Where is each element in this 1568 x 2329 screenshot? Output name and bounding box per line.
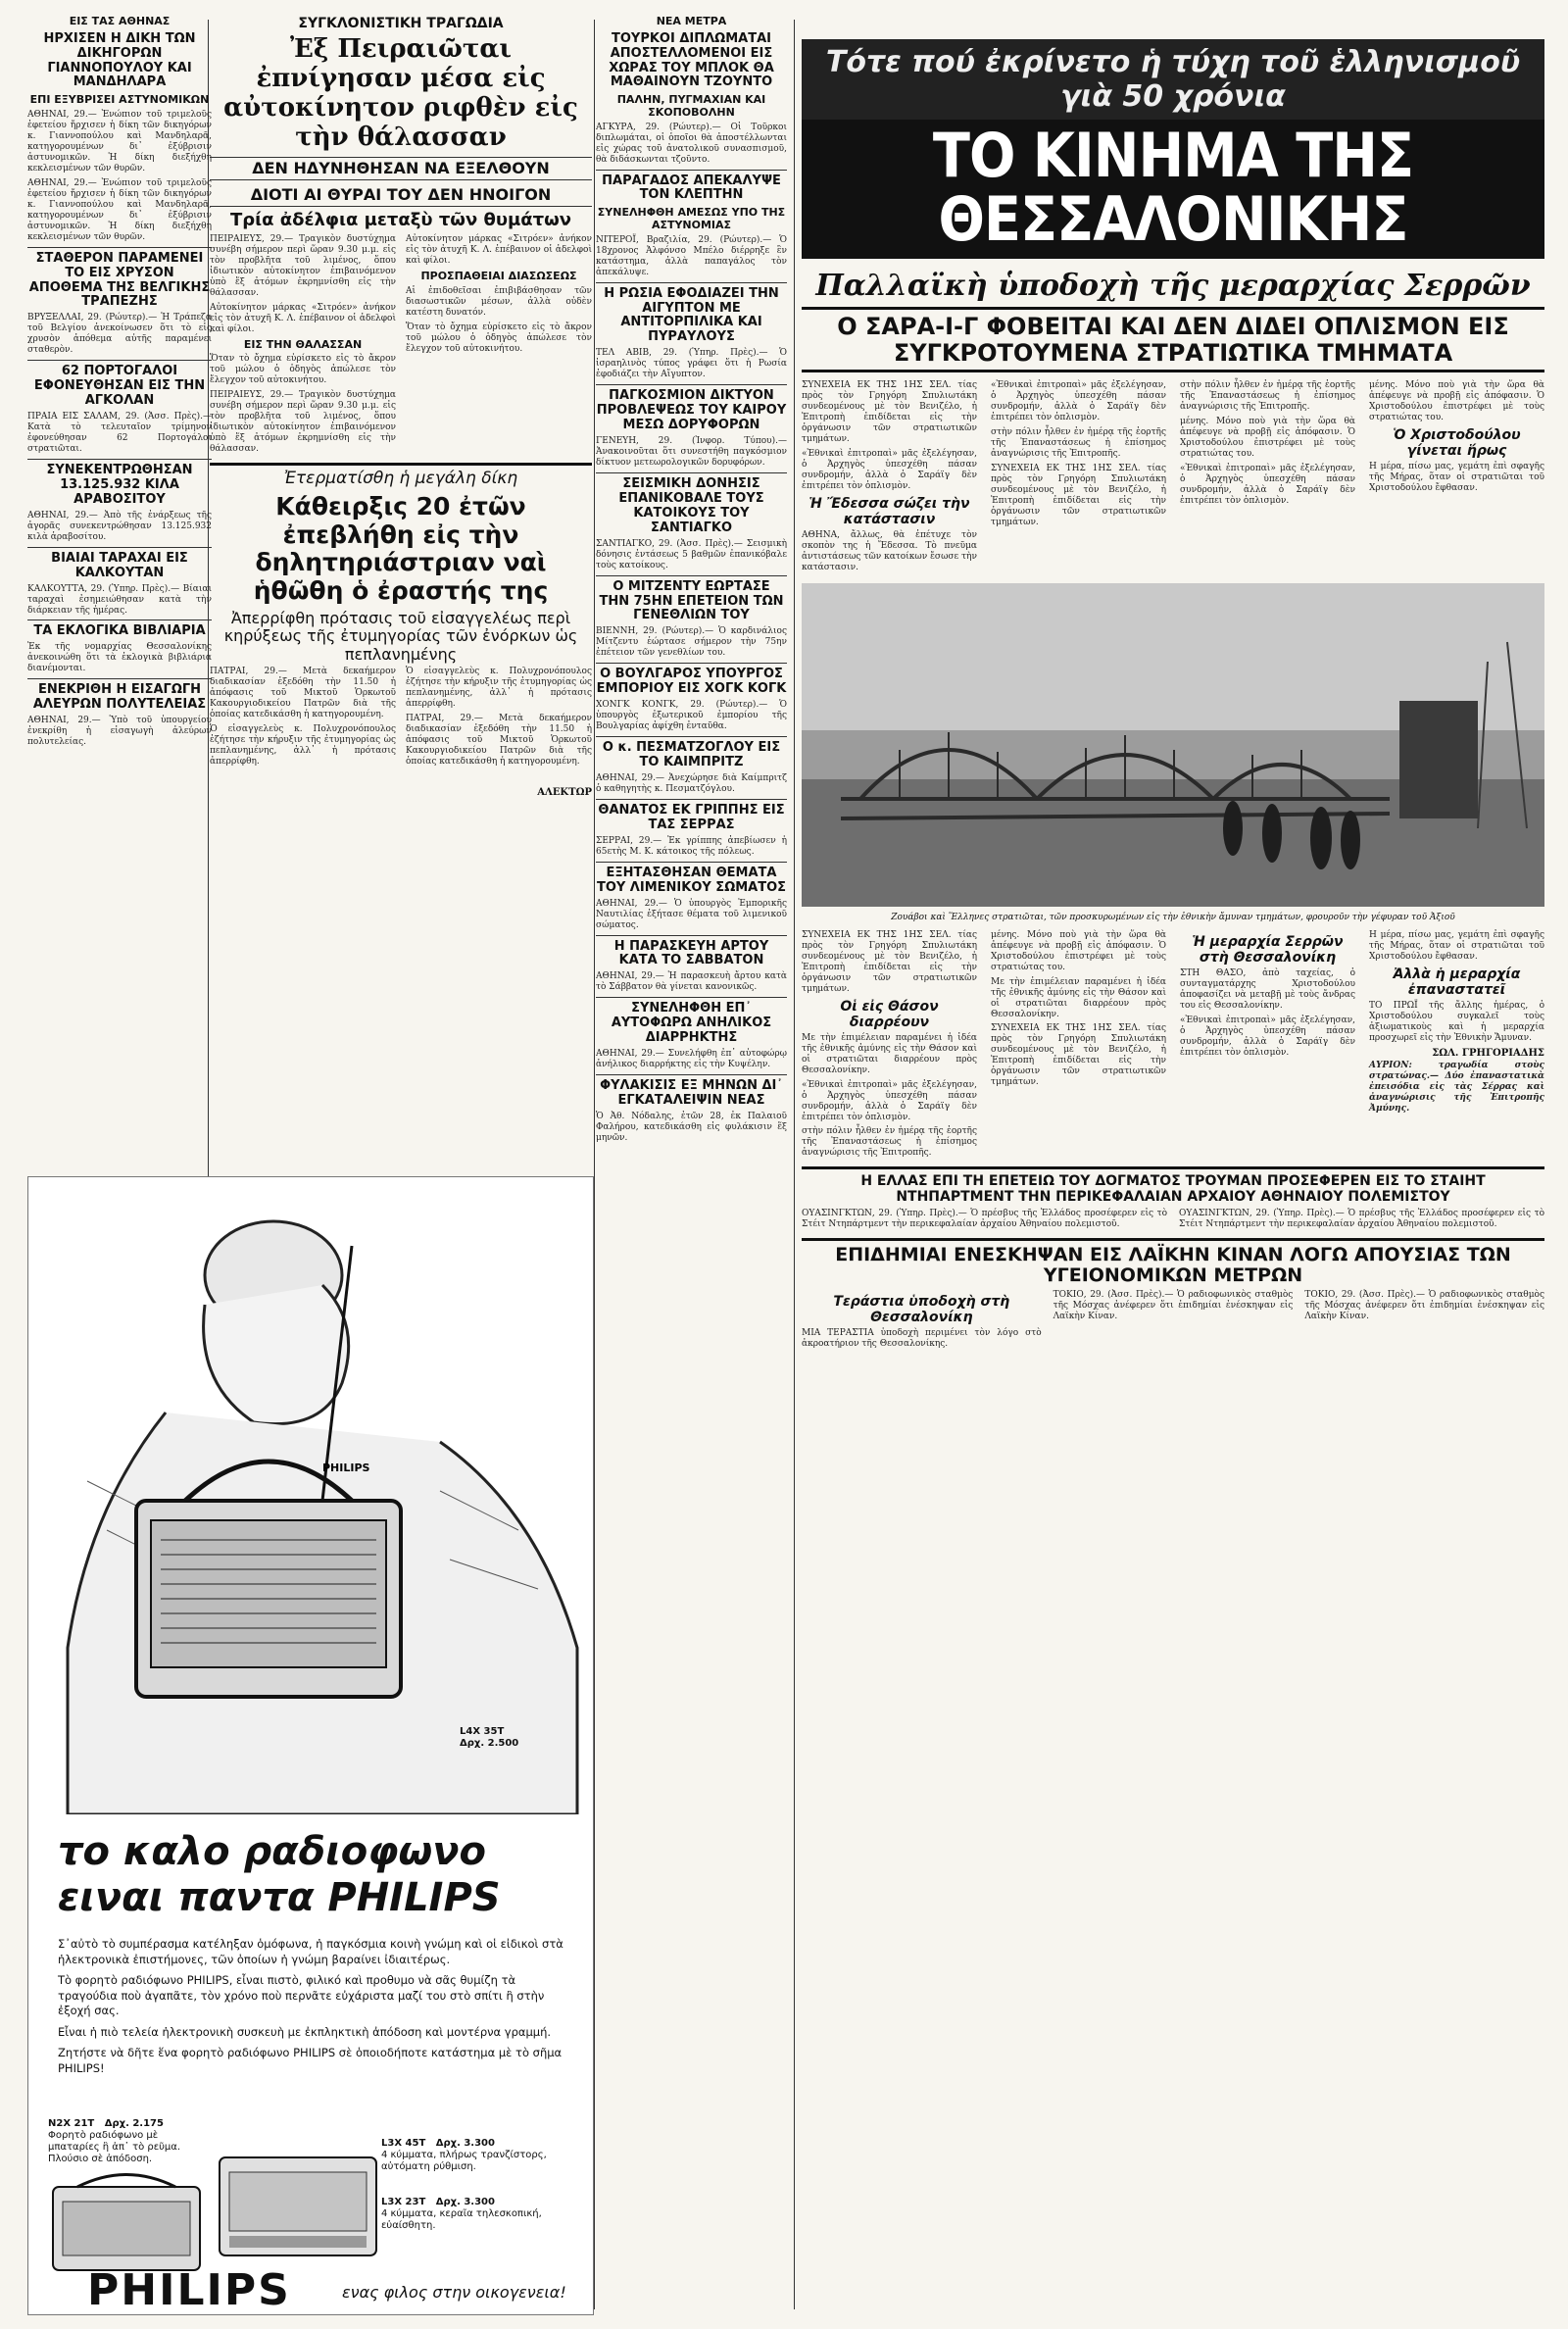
divider (210, 463, 592, 466)
section-label: ΕΙΣ ΤΑΣ ΑΘΗΝΑΣ (69, 15, 171, 27)
article-text: ΑΘΗΝΑΙ, 29.— Συνελήφθη ἐπ᾽ αὐτοφώρῳ ἀνήλικος διαρρήκτης εἰς τὴν Κυψέλην. (596, 1049, 787, 1070)
subhead: Ἡ μεραρχία Σερρῶν στὴ Θεσσαλονίκη (1192, 933, 1344, 966)
model-name: L4X 35T (460, 1726, 505, 1737)
column-1 (27, 12, 212, 1173)
article-text: ΣΥΝΕΧΕΙΑ ΕΚ ΤΗΣ 1ΗΣ ΣΕΛ. τίας πρὸς τὸν Γρηγόρη Σπυλιωτάκη συνδεομένους μὲ τὸν Βενιζέλο, ἡ Ἐπιτροπὴ ἐπιδίδεται εἰς τὴν ὀργάνωσιν τῶν στρατιωτικῶν τμημάτων. (991, 1023, 1166, 1088)
headline: ΠΑΓΚΟΣΜΙΟΝ ΔΙΚΤΥΟΝ ΠΡΟΒΛΕΨΕΩΣ ΤΟΥ ΚΑΙΡΟΥ ΜΕΣΩ ΔΟΡΥΦΟΡΩΝ (596, 388, 787, 433)
bridge-photo-illustration (802, 583, 1544, 907)
headline-main: Κάθειρξις 20 ἐτῶν ἐπεβλήθη εἰς τὴν δηλητηριάστριαν ναὶ ἡθῶθη ὁ ἐραστής της (253, 491, 549, 605)
article-text: ΓΕΝΕΥΗ, 29. (Ἰνφορ. Τύπου).— Ἀνακοινοῦται ὅτι συνεστήθη παγκόσμιον δίκτυον μετεωρολογικῶν δορυφόρων. (596, 436, 787, 468)
deck: ΔΕΝ ΗΔΥΝΗΘΗΣΑΝ ΝΑ ΕΞΕΛΘΟΥΝ (210, 157, 592, 180)
ad-tagline: ενας φιλος στην οικογενεια! (342, 2283, 566, 2302)
article-text: ΑΘΗΝΑΙ, 29.— Ἀπὸ τῆς ἐνάρξεως τῆς ἀγορᾶς συνεκεντρώθησαν 13.125.932 κιλὰ ἀραβοσίτου. (27, 510, 212, 542)
feature-title-banner: ΤΟ ΚΙΝΗΜΑ ΤΗΣ ΘΕΣΣΑΛΟΝΙΚΗΣ (802, 120, 1544, 259)
philips-logo: PHILIPS (87, 2265, 291, 2315)
divider (596, 282, 787, 283)
article-text: ΣΕΡΡΑΙ, 29.— Ἐκ γρίππης ἀπεβίωσεν ἡ 65ετὴς Μ. Κ. κάτοικος τῆς πόλεως. (596, 835, 787, 857)
deck: ΔΙΟΤΙ ΑΙ ΘΥΡΑΙ ΤΟΥ ΔΕΝ ΗΝΟΙΓΟΝ (210, 184, 592, 207)
article-text: μένης. Μόνο ποὺ γιὰ τὴν ὥρα θὰ ἀπέφευγε νὰ προβῇ εἰς ἀπόφασιν. Ὁ Χριστοδούλου ἐπιστρέφει μὲ τοὺς στρατιώτας του. (1369, 379, 1544, 422)
divider (27, 459, 212, 460)
ad-paragraph: Τὸ φορητὸ ραδιόφωνο PHILIPS, εἶναι πιστὸ, φιλικό καὶ προθυμο νὰ σᾶς θυμίζη τὰ τραγούδια ποὺ ἀγαπᾶτε, τὸν χρόνο ποὺ περνᾶτε εὐχάριστα μαζί του στὸ σπίτι ἢ στὴν ἐξοχή σας. (58, 1973, 545, 2018)
headline: ΤΑ ΕΚΛΟΓΙΚΑ ΒΙΒΛΙΑΡΙΑ (33, 623, 206, 639)
model-price: Δρχ. 2.175 (104, 2118, 164, 2129)
article-text: ΤΟΚΙΟ, 29. (Ἀσσ. Πρὲς).— Ὁ ραδιοφωνικὸς σταθμὸς τῆς Μόσχας ἀνέφερεν ὅτι ἐπιδημίαι ἐνέσκηψαν εἰς Λαϊκὴν Κίναν. (1053, 1290, 1294, 1322)
subheadline: ΠΑΛΗΝ, ΠΥΓΜΑΧΙΑΝ ΚΑΙ ΣΚΟΠΟΒΟΛΗΝ (616, 93, 766, 120)
headline: ΣΥΝΕΚΕΝΤΡΩΘΗΣΑΝ 13.125.932 ΚΙΛΑ ΑΡΑΒΟΣΙΤΟΥ (46, 462, 193, 507)
model-l3x45t (381, 2138, 577, 2173)
article-text: ΤΟΚΙΟ, 29. (Ἀσσ. Πρὲς).— Ὁ ραδιοφωνικὸς σταθμὸς τῆς Μόσχας ἀνέφερεν ὅτι ἐπιδημίαι ἐνέσκηψαν εἰς Λαϊκὴν Κίναν. (1304, 1290, 1544, 1322)
article-columns (210, 234, 592, 459)
divider (802, 1166, 1544, 1169)
kicker: ΝΕΑ ΜΕΤΡΑ (656, 15, 727, 27)
article-text: «Ἐθνικαὶ ἐπιτροπαὶ» μᾶς ἐξελέγησαν, ὁ Ἀρχηγὸς ὑπεσχέθη πάσαν συνδρομήν, ἀλλὰ ὁ Σαράϊγ δὲν ἐπιτρέπει τὸν ὁπλισμὸν. (991, 379, 1166, 422)
divider (596, 663, 787, 664)
headline: ΗΡΧΙΣΕΝ Η ΔΙΚΗ ΤΩΝ ΔΙΚΗΓΟΡΩΝ ΓΙΑΝΝΟΠΟΥΛΟΥ ΚΑΙ ΜΑΝΔΗΛΑΡΑ (43, 30, 196, 90)
ad-paragraph: Εἶναι ἡ πιὸ τελεία ἠλεκτρονικὴ συσκευὴ με ἐκπληκτικὴ ἀπόδοση καὶ μοντέρνα γραμμή. (58, 2024, 552, 2039)
article-text: ΠΑΤΡΑΙ, 29.— Μετὰ δεκαήμερον διαδικασίαν ἐξεδόθη τὴν 11.50 ἡ ἀπόφασις τοῦ Μικτοῦ Ὁρκωτοῦ Κακουργιοδικείου Πατρῶν διὰ τῆς ὁποίας κατεδικάσθη ἡ κατηγορουμένη. (210, 666, 396, 719)
column-rule (794, 20, 795, 2309)
divider (596, 799, 787, 800)
column-4-feature (802, 12, 1544, 2317)
article-text: ΠΑΤΡΑΙ, 29.— Μετὰ δεκαήμερον διαδικασίαν ἐξεδόθη τὴν 11.50 ἡ ἀπόφασις τοῦ Μικτοῦ Ὁρκωτοῦ Κακουργιοδικείου Πατρῶν διὰ τῆς ὁποίας κατεδικάσθη ἡ κατηγορουμένη. (406, 713, 592, 767)
article-text: ΠΡΑΙΑ ΕΙΣ ΣΑΛΑΜ, 29. (Ἀσσ. Πρὲς).— Κατὰ τὸ τελευταῖον τρίμηνον ἐφονεύθησαν 62 Πορτογάλοι στρατιῶται. (27, 412, 212, 454)
article-text: ΤΕΛ ΑΒΙΒ, 29. (Ὑπηρ. Πρὲς).— Ὁ ἰσραηλινὸς τύπος γράφει ὅτι ἡ Ρωσία ἐφοδιάζει τὴν Αἴγυπτον. (596, 348, 787, 380)
article-text: ΚΑΛΚΟΥΤΤΑ, 29. (Ὑπηρ. Πρὲς).— Βίαιαι ταραχαὶ ἐσημειώθησαν κατὰ τὴν διάρκειαν τῆς ἡμέρας. (27, 583, 212, 616)
column-2 (210, 12, 592, 1173)
subhead: ΠΡΟΣΠΑΘΕΙΑΙ ΔΙΑΣΩΣΕΩΣ (420, 270, 577, 283)
article-text: ΑΘΗΝΑΙ, 29.— Ἀνεχώρησε διὰ Καίμπριτζ ὁ καθηγητὴς κ. Πεσματζόγλου. (596, 772, 787, 794)
article-text: Η μέρα, πίσω μας, γεμάτη ἐπὶ σφαγῆς τῆς Μήρας, ὅταν οἱ στρατιῶται τοῦ Χριστοδούλου ἔφθασαν. (1369, 462, 1544, 493)
article-text: ΑΘΗΝΑΙ, 29.— Ὁ ὑπουργὸς Ἐμπορικῆς Ναυτιλίας ἐξήτασε θέματα τοῦ λιμενικοῦ σώματος. (596, 898, 787, 930)
divider (596, 575, 787, 576)
feature-columns-mid (802, 930, 1544, 1164)
divider (27, 547, 212, 548)
ad-body (58, 1937, 567, 2082)
ad-slogan-line-2: ειναι παντα PHILIPS (58, 1875, 501, 1920)
article-text: ΣΥΝΕΧΕΙΑ ΕΚ ΤΗΣ 1ΗΣ ΣΕΛ. τίας πρὸς τὸν Γρηγόρη Σπυλιωτάκη συνδεομένους μὲ τὸν Βενιζέλο, ἡ Ἐπιτροπὴ ἐπιδίδεται εἰς τὴν ὀργάνωσιν τῶν στρατιωτικῶν τμημάτων. (802, 929, 977, 994)
column-rule (594, 20, 595, 2309)
article-text: ΠΕΙΡΑΙΕΥΣ, 29.— Τραγικὸν δυστύχημα συνέβη σήμερον περὶ ὥραν 9.30 μ.μ. εἰς τὸν προβλῆτα τοῦ λιμένος, ὅπου ἰδιωτικὸν αὐτοκίνητον ἐπιβαινόμενον ὑπὸ ἕξ ἀτόμων ἐκρημνίσθη εἰς τὴν θάλασσαν. (210, 390, 396, 455)
headline: Ο ΜΙΤΖΕΝΤΥ ΕΩΡΤΑΣΕ ΤΗΝ 75ΗΝ ΕΠΕΤΕΙΟΝ ΤΩΝ ΓΕΝΕΘΛΙΩΝ ΤΟΥ (599, 578, 784, 623)
article-text: ΜΙΑ ΤΕΡΑΣΤΙΑ ὑποδοχὴ περιμένει τὸν λόγο στὸ ἀκροατήριον τῆς Θεσσαλονίκης. (802, 1328, 1042, 1350)
model-price: Δρχ. 3.300 (435, 2197, 495, 2207)
headline-main: Ἐξ Πειραιῶται ἐπνίγησαν μέσα εἰς αὐτοκίνητον ριφθὲν εἰς τὴν θάλασσαν (223, 34, 578, 152)
model-description: 4 κύμματα, πλήρως τρανζίστορς, αὐτόματη ρύθμιση. (381, 2150, 547, 2172)
deck: Τρία ἀδέλφια μεταξὺ τῶν θυμάτων (229, 210, 572, 231)
divider (596, 170, 787, 171)
divider (596, 736, 787, 737)
divider (596, 384, 787, 385)
article-text: ΣΥΝΕΧΕΙΑ ΕΚ ΤΗΣ 1ΗΣ ΣΕΛ. τίας πρὸς τὸν Γρηγόρη Σπυλιωτάκη συνδεομένους μὲ τὸν Βενιζέλο, ἡ Ἐπιτροπὴ ἐπιδίδεται εἰς τὴν ὀργάνωσιν τῶν στρατιωτικῶν τμημάτων. (991, 463, 1166, 527)
article-columns (802, 1290, 1544, 1354)
divider (802, 307, 1544, 310)
article-text: «Ἐθνικαὶ ἐπιτροπαὶ» μᾶς ἐξελέγησαν, ὁ Ἀρχηγὸς ὑπεσχέθη πάσαν συνδρομήν, ἀλλὰ ὁ Σαράϊγ δὲν ἐπιτρέπει τὸν ὁπλισμὸν. (1180, 1015, 1355, 1058)
subheadline: ΣΥΝΕΛΗΦΘΗ ΑΜΕΣΩΣ ΥΠΟ ΤΗΣ ΑΣΤΥΝΟΜΙΑΣ (597, 206, 786, 232)
model-description: 4 κύμματα, κεραῖα τηλεσκοπική, εὐαίσθητη. (381, 2208, 542, 2231)
article-text: ΤΟ ΠΡΩΪ τῆς ἄλλης ἡμέρας, ὁ Χριστοδούλου συγκαλεῖ τοὺς ἀξιωματικοὺς καὶ ἡ μεραρχία προσχωρεῖ εἰς τὴν Ἐθνικὴν Ἄμυναν. (1369, 1000, 1544, 1043)
article-text: ΣΑΝΤΙΑΓΚΟ, 29. (Ἀσσ. Πρὲς).— Σεισμικὴ δόνησις ἐντάσεως 5 βαθμῶν ἐπανικόβαλε τοὺς κατοίκους. (596, 538, 787, 570)
article-text: στὴν πόλιν ἦλθεν ἐν ἡμέρᾳ τῆς ἑορτῆς τῆς Ἐπαναστάσεως ἡ ἐπίσημος ἀναγνώρισις τῆς Ἐπιτροπῆς. (991, 426, 1166, 459)
model-l4x35t (460, 1726, 518, 1750)
subhead: Ἡ Ἔδεσσα σώζει τὴν κατάστασιν (808, 495, 970, 527)
article-columns (802, 1209, 1544, 1234)
divider (27, 619, 212, 620)
article-text: Αὐτοκίνητον μάρκας «Σιτρόεν» ἀνήκον εἰς τὸν ἀτυχῆ Κ. Λ. ἐπέβαινον οἱ ἀδελφοὶ καὶ φίλοι. (210, 302, 396, 334)
divider (596, 862, 787, 863)
article-text: ΣΤΗ ΘΑΣΟ, ἀπὸ ταχείας, ὁ συνταγματάρχης Χριστοδούλου ἀποφασίζει νὰ μεταβῇ μὲ τοὺς ἄνδρας του εἰς Θεσσαλονίκην. (1180, 967, 1355, 1011)
divider (596, 472, 787, 473)
article-text: Με τὴν ἐπιμέλειαν παραμένει ἡ ἰδέα τῆς ἐθνικῆς ἀμύνης εἰς τὴν Θάσον καὶ οἱ στρατιῶται διαρρέουν πρὸς Θεσσαλονίκην. (991, 976, 1166, 1019)
headline: ΤΟΥΡΚΟΙ ΔΙΠΛΩΜΑΤΑΙ ΑΠΟΣΤΕΛΛΟΜΕΝΟΙ ΕΙΣ ΧΩΡΑΣ ΤΟΥ ΜΠΛΟΚ ΘΑ ΜΑΘΑΙΝΟΥΝ ΤΖΟΥΝΤΟ (609, 30, 774, 90)
divider (27, 247, 212, 248)
subhead: Τεράστια ὑποδοχὴ στὴ Θεσσαλονίκη (833, 1294, 1010, 1326)
model-name: L3X 23T (381, 2197, 426, 2207)
article-text: ΠΕΙΡΑΙΕΥΣ, 29.— Τραγικὸν δυστύχημα συνέβη σήμερον περὶ ὥραν 9.30 μ.μ. εἰς τὸν προβλῆτα τοῦ λιμένος, ὅπου ἰδιωτικὸν αὐτοκίνητον ἐπιβαινόμενον ὑπὸ ἕξ ἀτόμων ἐκρημνίσθη εἰς τὴν θάλασσαν. (210, 234, 396, 298)
article-text: Ὅταν τὸ ὄχημα εὑρίσκετο εἰς τὸ ἄκρον τοῦ μώλου ὁ ὁδηγὸς ἀπώλεσε τὸν ἔλεγχον τοῦ αὐτοκινήτου. (406, 322, 592, 354)
article-text: ΑΘΗΝΑ, ἄλλως, θὰ ἐπέτυχε τὸν σκοπὸν της ἡ Ἔδεσσα. Τὸ πνεῦμα ἀντιστάσεως τῶν κατοίκων ἔσωσε τὴν κατάστασιν. (802, 529, 977, 572)
kicker: Ἐτερματίσθη ἡ μεγάλη δίκη (283, 469, 518, 489)
headline: ΘΑΝΑΤΟΣ ΕΚ ΓΡΙΠΠΗΣ ΕΙΣ ΤΑΣ ΣΕΡΡΑΣ (598, 802, 785, 832)
bridge-photo (802, 583, 1544, 907)
article-text: ΑΓΚΥΡΑ, 29. (Ρώυτερ).— Οἱ Τοῦρκοι διπλωμάται, οἱ ὁποῖοι θὰ ἀποστέλλωνται εἰς χώρας τοῦ ἀνατολικοῦ συνασπισμοῦ, θὰ διδάσκωνται τζοῦντο. (596, 122, 787, 165)
model-name: L3X 45T (381, 2138, 426, 2149)
article-text: Ὁ εἰσαγγελεὺς κ. Πολυχρονόπουλος ἐζήτησε τὴν κήρυξιν τῆς ἐτυμηγορίας ὡς πεπλανημένης, ἀλλ᾽ ἡ πρότασις ἀπερρίφθη. (406, 666, 592, 709)
model-description: Φορητὸ ραδιόφωνο μὲ μπαταρίες ἢ ἀπ᾽ τὸ ρεῦμα. Πλούσιο σὲ ἀπόδοση. (48, 2130, 181, 2164)
article-text: ΝΙΤΕΡΟΪ, Βραζιλία, 29. (Ρώυτερ).— Ὁ 18χρονος Ἀλφόνσο Μπέλο διέρρηξε ἓν κατάστημα, ἀλλὰ παπαγάλος τὸν ἀπεκάλυψε. (596, 234, 787, 277)
article-text: ΟΥΑΣΙΝΓΚΤΩΝ, 29. (Ὑπηρ. Πρὲς).— Ὁ πρέσβυς τῆς Ἑλλάδος προσέφερεν εἰς τὸ Στέιτ Ντηπάρτμεντ τὴν περικεφαλαίαν ἀρχαίου Ἀθηναίου πολεμιστοῦ. (1179, 1208, 1544, 1229)
article-text: Με τὴν ἐπιμέλειαν παραμένει ἡ ἰδέα τῆς ἐθνικῆς ἀμύνης εἰς τὴν Θάσον καὶ οἱ στρατιῶται διαρρέουν πρὸς Θεσσαλονίκην. (802, 1032, 977, 1075)
kicker: ΣΥΓΚΛΟΝΙΣΤΙΚΗ ΤΡΑΓΩΔΙΑ (298, 16, 504, 31)
deck: Ἀπερρίφθη πρότασις τοῦ εἰσαγγελέως περὶ κηρύξεως τῆς ἐτυμηγορίας τῶν ἐνόρκων ὡς πεπλανημένης (223, 608, 578, 664)
headline: ΣΕΙΣΜΙΚΗ ΔΟΝΗΣΙΣ ΕΠΑΝΙΚΟΒΑΛΕ ΤΟΥΣ ΚΑΤΟΙΚΟΥΣ ΤΟΥ ΣΑΝΤΙΑΓΚΟ (618, 475, 764, 535)
article-text: ΑΘΗΝΑΙ, 29.— Ἡ παρασκευὴ ἄρτου κατὰ τὸ Σάββατον θὰ γίνεται κανονικῶς. (596, 971, 787, 993)
subheadline: ΕΠΙ ΕΞΥΒΡΙΣΕΙ ΑΣΤΥΝΟΜΙΚΩΝ (29, 93, 210, 107)
subhead: Οἱ εἰς Θάσον διαρρέουν (840, 998, 939, 1030)
model-n2x21t (48, 2118, 185, 2165)
article-text: Ὅταν τὸ ὄχημα εὑρίσκετο εἰς τὸ ἄκρον τοῦ μώλου ὁ ὁδηγὸς ἀπώλεσε τὸν ἔλεγχον τοῦ αὐτοκινήτου. (210, 354, 396, 386)
divider (596, 997, 787, 998)
headline: ΕΠΙΔΗΜΙΑΙ ΕΝΕΣΚΗΨΑΝ ΕΙΣ ΛΑΪΚΗΝ ΚΙΝΑΝ ΛΟΓΩ ΑΠΟΥΣΙΑΣ ΤΩΝ ΥΓΕΙΟΝΟΜΙΚΩΝ ΜΕΤΡΩΝ (835, 1243, 1511, 1287)
subhead: Ὁ Χριστοδούλου γίνεται ἥρως (1393, 426, 1521, 459)
article-text: Αἱ ἐπιδοθεῖσαι ἐπιβιβάσθησαν τῶν διασωστικῶν μέσων, ἀλλὰ οὐδὲν κατέστη δυνατόν. (406, 285, 592, 318)
man-with-radio-illustration (28, 1187, 593, 1814)
ad-paragraph: Σ᾽αὐτὸ τὸ συμπέρασμα κατέληξαν ὁμόφωνα, ἡ παγκόσμια κοινὴ γνώμη καὶ οἱ εἰδικοὶ στὰ ἠλεκτρονικὰ ἐπιστήμονες, τῶν ὁποίων ἡ γνώμη βαραίνει ἰδιαιτέρως. (58, 1937, 564, 1966)
philips-advertisement (27, 1176, 594, 2315)
headline: Η ΕΛΛΑΣ ΕΠΙ ΤΗ ΕΠΕΤΕΙΩ ΤΟΥ ΔΟΓΜΑΤΟΣ ΤΡΟΥΜΑΝ ΠΡΟΣΕΦΕΡΕΝ ΕΙΣ ΤΟ ΣΤΑΙΗΤ ΝΤΗΠΑΡΤΜΕΝΤ ΤΗΝ ΠΕΡΙΚΕΦΑΛΑΙΑΝ ΑΡΧΑΙΟΥ ΑΘΗΝΑΙΟΥ ΠΟΛΕΜΙΣΤΟΥ (860, 1173, 1486, 1206)
article-text: ΟΥΑΣΙΝΓΚΤΩΝ, 29. (Ὑπηρ. Πρὲς).— Ὁ πρέσβυς τῆς Ἑλλάδος προσέφερεν εἰς τὸ Στέιτ Ντηπάρτμεντ τὴν περικεφαλαίαν ἀρχαίου Ἀθηναίου πολεμιστοῦ. (802, 1208, 1167, 1229)
article-text: «Ἐθνικαὶ ἐπιτροπαὶ» μᾶς ἐξελέγησαν, ὁ Ἀρχηγὸς ὑπεσχέθη πάσαν συνδρομήν, ἀλλὰ ὁ Σαράϊγ δὲν ἐπιτρέπει τὸν ὁπλισμὸν. (802, 1079, 977, 1122)
article-text: στὴν πόλιν ἦλθεν ἐν ἡμέρᾳ τῆς ἑορτῆς τῆς Ἐπαναστάσεως ἡ ἐπίσημος ἀναγνώρισις τῆς Ἐπιτροπῆς. (802, 1126, 977, 1159)
radio-brand-mark: PHILIPS (322, 1462, 370, 1474)
signature: ΑΛΕΚΤΩΡ (537, 786, 592, 798)
headline: ΠΑΡΑΓΑΔΟΣ ΑΠΕΚΑΛΥΨΕ ΤΟΝ ΚΛΕΠΤΗΝ (602, 173, 781, 203)
headline: 62 ΠΟΡΤΟΓΑΛΟΙ ΕΦΟΝΕΥΘΗΣΑΝ ΕΙΣ ΤΗΝ ΑΓΚΟΛΑΝ (33, 364, 206, 409)
headline: Η ΠΑΡΑΣΚΕΥΗ ΑΡΤΟΥ ΚΑΤΑ ΤΟ ΣΑΒΒΑΤΟΝ (613, 938, 769, 968)
author-byline: ΣΩΛ. ΓΡΗΓΟΡΙΑΔΗΣ (1432, 1047, 1544, 1059)
radio-n2x21t-icon (48, 2167, 205, 2275)
photo-caption: Ζουάβοι καὶ Ἕλληνες στρατιῶται, τῶν προσκυρωμένων εἰς τὴν ἐθνικὴν ἄμυναν τμημάτων, φρουροῦν τὴν γέφυραν τοῦ Ἀξιοῦ (891, 912, 1455, 922)
article-text: ΒΙΕΝΝΗ, 29. (Ρώυτερ).— Ὁ καρδινάλιος Μίτζεντυ ἑώρτασε σήμερον τὴν 75ην ἐπέτειον τῶν γενεθλίων του. (596, 626, 787, 659)
article-text: Η μέρα, πίσω μας, γεμάτη ἐπὶ σφαγῆς τῆς Μήρας, ὅταν οἱ στρατιῶται τοῦ Χριστοδούλου ἔφθασαν. (1369, 929, 1544, 962)
model-l3x23t (381, 2197, 577, 2232)
divider (27, 678, 212, 679)
divider (596, 1074, 787, 1075)
headline: Ο κ. ΠΕΣΜΑΤΖΟΓΛΟΥ ΕΙΣ ΤΟ ΚΑΙΜΠΡΙΤΖ (602, 740, 781, 770)
article-text: μένης. Μόνο ποὺ γιὰ τὴν ὥρα θὰ ἀπέφευγε νὰ προβῇ εἰς ἀπόφασιν. Ὁ Χριστοδούλου ἐπιστρέφει μὲ τοὺς στρατιώτας του. (991, 929, 1166, 972)
model-price: Δρχ. 2.500 (460, 1738, 519, 1749)
article-text: «Ἐθνικαὶ ἐπιτροπαὶ» μᾶς ἐξελέγησαν, ὁ Ἀρχηγὸς ὑπεσχέθη πάσαν συνδρομήν, ἀλλὰ ὁ Σαράϊγ δὲν ἐπιτρέπει τὸν ὁπλισμὸν. (1180, 463, 1355, 506)
article-text: μένης. Μόνο ποὺ γιὰ τὴν ὥρα θὰ ἀπέφευγε νὰ προβῇ εἰς ἀπόφασιν. Ὁ Χριστοδούλου ἐπιστρέφει μὲ τοὺς στρατιώτας του. (1180, 416, 1355, 459)
headline: ΣΥΝΕΛΗΦΘΗ ΕΠ᾽ ΑΥΤΟΦΩΡΩ ΑΝΗΛΙΚΟΣ ΔΙΑΡΡΗΚΤΗΣ (611, 1001, 772, 1046)
feature-subtitle: Παλλαϊκὴ ὑποδοχὴ τῆς μεραρχίας Σερρῶν (815, 269, 1531, 304)
headline: Η ΡΩΣΙΑ ΕΦΟΔΙΑΖΕΙ ΤΗΝ ΑΙΓΥΠΤΟΝ ΜΕ ΑΝΤΙΤΟΡΠΙΛΙΚΑ ΚΑΙ ΠΥΡΑΥΛΟΥΣ (604, 285, 779, 345)
subhead: ΕΙΣ ΤΗΝ ΘΑΛΑΣΣΑΝ (243, 337, 363, 351)
article-text: ΒΡΥΞΕΛΛΑΙ, 29. (Ρώυτερ).— Ἡ Τράπεζα τοῦ Βελγίου ἀνεκοίνωσεν ὅτι τὸ εἰς χρυσὸν ἀπόθεμα αὐτῆς παραμένει σταθερὸν. (27, 313, 212, 356)
column-3 (596, 12, 787, 2317)
feature-deck: Ο ΣΑΡΑ-Ι-Γ ΦΟΒΕΙΤΑΙ ΚΑΙ ΔΕΝ ΔΙΔΕΙ ΟΠΛΙΣΜΟΝ ΕΙΣ ΣΥΓΚΡΟΤΟΥΜΕΝΑ ΣΤΡΑΤΙΩΤΙΚΑ ΤΜΗΜΑΤΑ (837, 313, 1509, 367)
article-text: Αὐτοκίνητον μάρκας «Σιτρόεν» ἀνήκον εἰς τὸν ἀτυχῆ Κ. Λ. ἐπέβαινον οἱ ἀδελφοὶ καὶ φίλοι. (406, 234, 592, 267)
article-text: ΧΟΝΓΚ ΚΟΝΓΚ, 29. (Ρώυτερ).— Ὁ ὑπουργὸς ἐξωτερικοῦ ἐμπορίου τῆς Βουλγαρίας ἀφίχθη ἐνταῦθα. (596, 700, 787, 732)
headline: ΕΝΕΚΡΙΘΗ Η ΕΙΣΑΓΩΓΗ ΑΛΕΥΡΩΝ ΠΟΛΥΤΕΛΕΙΑΣ (32, 682, 207, 713)
article-columns (210, 667, 592, 771)
article-text: ΣΥΝΕΧΕΙΑ ΕΚ ΤΗΣ 1ΗΣ ΣΕΛ. τίας πρὸς τὸν Γρηγόρη Σπυλιωτάκη συνδεομένους μὲ τὸν Βενιζέλο, ἡ Ἐπιτροπὴ ἐπιδίδεται εἰς τὴν ὀργάνωσιν τῶν στρατιωτικῶν τμημάτων. (802, 379, 977, 444)
ad-slogan-line-1: το καλο ραδιοφωνο (58, 1829, 486, 1874)
ad-paragraph: Ζητήστε νὰ δῆτε ἕνα φορητὸ ραδιόφωνο PHILIPS σὲ ὁποιοδήποτε κατάστημα μὲ τὸ σῆμα PHILIPS! (58, 2046, 563, 2075)
article-text: Ὁ εἰσαγγελεὺς κ. Πολυχρονόπουλος ἐζήτησε τὴν κήρυξιν τῆς ἐτυμηγορίας ὡς πεπλανημένης, ἀλλ᾽ ἡ πρότασις ἀπερρίφθη. (210, 723, 396, 767)
model-name: N2X 21T (48, 2118, 95, 2129)
headline: ΕΞΗΤΑΣΘΗΣΑΝ ΘΕΜΑΤΑ ΤΟΥ ΛΙΜΕΝΙΚΟΥ ΣΩΜΑΤΟΣ (596, 865, 787, 895)
divider (596, 935, 787, 936)
next-issue-note: ΑΥΡΙΟΝ: τραγωδία στοὺς στρατώνας.— Δύο ἐπαναστατικὰ ἐπεισόδια εἰς τὰς Σέρρας καὶ ἀναγνώρισις τῆς Ἐπιτροπῆς Ἀμύνης. (1369, 1060, 1544, 1114)
headline: ΣΤΑΘΕΡΟΝ ΠΑΡΑΜΕΝΕΙ ΤΟ ΕΙΣ ΧΡΥΣΟΝ ΑΠΟΘΕΜΑ ΤΗΣ ΒΕΛΓΙΚΗΣ ΤΡΑΠΕΖΗΣ (28, 250, 211, 310)
feature-columns-top (802, 380, 1544, 577)
radio-l3x23t-icon (215, 2143, 381, 2260)
headline: ΒΙΑΙΑΙ ΤΑΡΑΧΑΙ ΕΙΣ ΚΑΛΚΟΥΤΑΝ (51, 550, 188, 580)
model-price: Δρχ. 3.300 (435, 2138, 495, 2149)
article-text: Ἐκ τῆς νομαρχίας Θεσσαλονίκης ἀνεκοινώθη ὅτι τὰ ἐκλογικὰ βιβλιάρια διανέμονται. (27, 642, 212, 674)
divider (802, 370, 1544, 372)
article-text: ΑΘΗΝΑΙ, 29.— Ἐνώπιον τοῦ τριμελοῦς ἐφετείου ἤρχισεν ἡ δίκη τῶν δικηγόρων κ. Γιαννοπούλου καὶ Μανδηλαρᾶ, κατηγορουμένων δι᾽ ἐξύβρισιν ἀστυνομικῶν. Ἡ δίκη διεξήχθη κεκλεισμένων τῶν θυρῶν. (27, 110, 212, 173)
divider (802, 1238, 1544, 1241)
article-text: Ὁ Ἀθ. Νόδαλης, ἐτῶν 28, ἐκ Παλαιοῦ Φαλήρου, κατεδικάσθη εἰς φυλάκισιν ἕξ μηνῶν. (596, 1111, 787, 1143)
feature-kicker-banner: Τότε πού ἐκρίνετο ἡ τύχη τοῦ ἑλληνισμοῦ γιὰ 50 χρόνια (802, 39, 1544, 120)
subhead: Ἀλλὰ ἡ μεραρχία ἐπαναστατεῖ (1393, 966, 1521, 998)
headline: Ο ΒΟΥΛΓΑΡΟΣ ΥΠΟΥΡΓΟΣ ΕΜΠΟΡΙΟΥ ΕΙΣ ΧΟΓΚ ΚΟΓΚ (596, 667, 787, 697)
article-text: «Ἐθνικαὶ ἐπιτροπαὶ» μᾶς ἐξελέγησαν, ὁ Ἀρχηγὸς ὑπεσχέθη πάσαν συνδρομήν, ἀλλὰ ὁ Σαράϊγ δὲν ἐπιτρέπει τὸν ὁπλισμὸν. (802, 448, 977, 491)
article-text: στὴν πόλιν ἦλθεν ἐν ἡμέρᾳ τῆς ἑορτῆς τῆς Ἐπαναστάσεως ἡ ἐπίσημος ἀναγνώρισις τῆς Ἐπιτροπῆς. (1180, 379, 1355, 412)
headline: ΦΥΛΑΚΙΣΙΣ ΕΞ ΜΗΝΩΝ ΔΙ᾽ ΕΓΚΑΤΑΛΕΙΨΙΝ ΝΕΑΣ (600, 1078, 783, 1109)
article-text: ΑΘΗΝΑΙ, 29.— Ἐνώπιον τοῦ τριμελοῦς ἐφετείου ἤρχισεν ἡ δίκη τῶν δικηγόρων κ. Γιαννοπούλου καὶ Μανδηλαρᾶ, κατηγορουμένων δι᾽ ἐξύβρισιν ἀστυνομικῶν. Ἡ δίκη διεξήχθη κεκλεισμένων τῶν θυρῶν. (27, 177, 212, 242)
divider (27, 360, 212, 361)
article-text: ΑΘΗΝΑΙ, 29.— Ὑπὸ τοῦ ὑπουργείου ἐνεκρίθη ἡ εἰσαγωγὴ ἀλεύρων πολυτελείας. (27, 716, 212, 748)
